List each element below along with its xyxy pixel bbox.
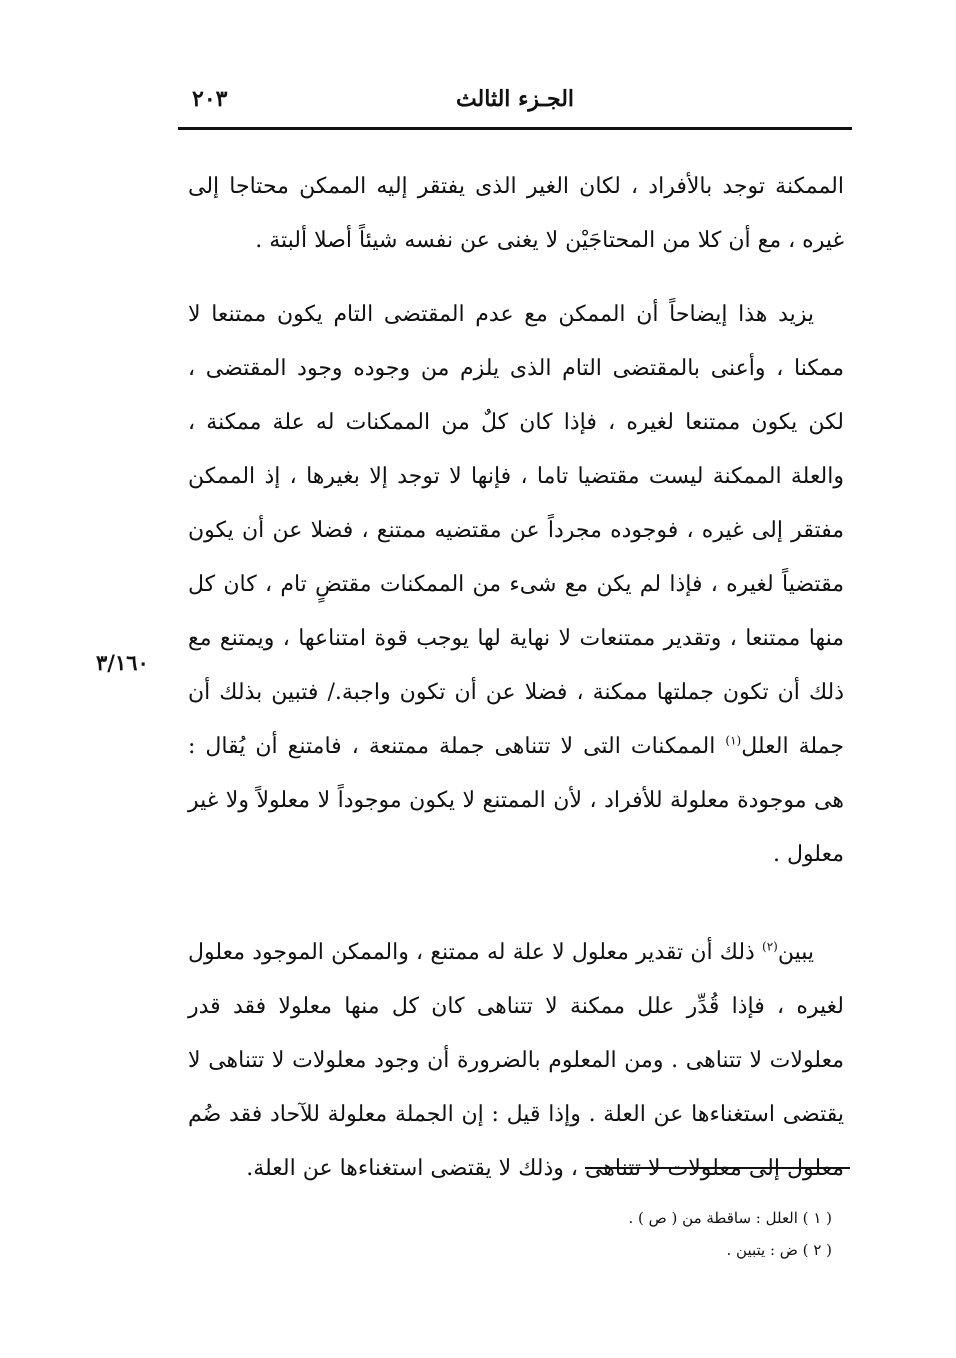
paragraph-2-text-after: الممكنات التى لا تتناهى جملة ممتنعة ، فامتنع أن يُقال : هى موجودة معلولة للأفراد ، لأن الممتنع لا يكون موجوداً لا معلولاً ولا غير معلول . (188, 734, 844, 867)
running-title: الجـزء الثالث (455, 86, 575, 112)
paragraph-1: الممكنة توجد بالأفراد ، لكان الغير الذى يفتقر إليه الممكن محتاجا إلى غيره ، مع أن كلا من المحتاجَيْن لا يغنى عن نفسه شيئاً أصلا ألبتة . (188, 174, 844, 253)
paragraph-2 (188, 288, 844, 882)
margin-page-reference: ٣/١٦٠ (96, 650, 149, 675)
paragraph-3-text-before: يبين (777, 940, 814, 965)
footnote-rule (585, 1167, 850, 1169)
footnote-2: ( ٢ ) ض : يتبين . (726, 1241, 832, 1259)
footnote-1: ( ١ ) العلل : ساقطة من ( ص ) . (628, 1209, 832, 1227)
body-text (188, 160, 844, 1196)
header-rule (178, 127, 852, 130)
page-header (178, 82, 852, 126)
footnote-ref-1: (١) (725, 733, 742, 748)
footnotes (440, 1202, 832, 1266)
page-number: ٢٠٣ (192, 86, 228, 112)
paragraph-2-text-before: يزيد هذا إيضاحاً أن الممكن مع عدم المقتضى التام يكون ممتنعا لا ممكنا ، وأعنى بالمقتضى التام الذى يلزم من وجوده وجود المقتضى ، لكن يكون ممتنعا لغيره ، فإذا كان كلٌ من الممكنات له علة ممكنة ، والعلة الممكنة ليست مقتضيا تاما ، فإنها لا توجد إلا بغيرها ، إذ الممكن مفتقر إلى غيره ، فوجوده مجرداً عن مقتضيه ممتنع ، فضلا عن أن يكون مقتضياً لغيره ، فإذا لم يكن مع شىء من الممكنات مقتضٍ تام ، كان كل منها ممتنعا ، وتقدير ممتنعات لا نهاية لها يوجب قوة امتناعها ، ويمتنع مع ذلك أن تكون جملتها ممكنة ، فضلا عن أن تكون واجبة./ فتبين بذلك أن جملة العلل (188, 302, 844, 759)
footnote-ref-2: (٢) (762, 939, 778, 954)
paragraph-3 (188, 926, 844, 1196)
paragraph-3-text-after: ذلك أن تقدير معلول لا علة له ممتنع ، والممكن الموجود معلول لغيره ، فإذا قُدِّر علل ممكنة لا تتناهى كان كل منها معلولا فقد قدر معلولات لا تتناهى . ومن المعلوم بالضرورة أن وجود معلولات لا تتناهى لا يقتضى استغناءها عن العلة . وإذا قيل : إن الجملة معلولة للآحاد فقد ضُم معلول إلى معلولات لا تتناهى ، وذلك لا يقتضى استغناءها عن العلة. (188, 940, 844, 1181)
